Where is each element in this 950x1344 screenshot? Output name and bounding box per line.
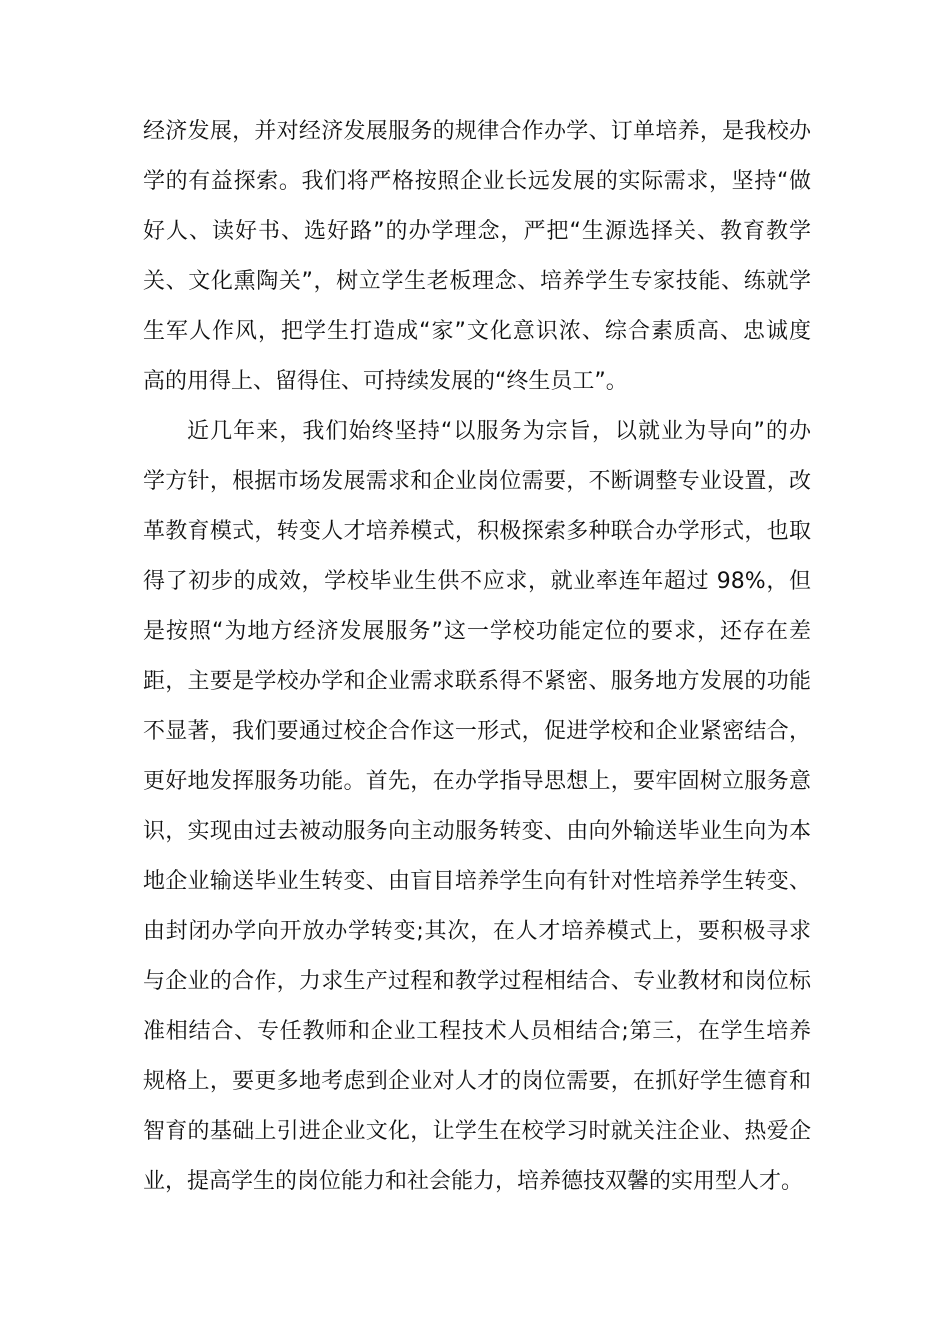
text-line: 得了初步的成效，学校毕业生供不应求，就业率连年超过 98%，但 — [143, 569, 811, 594]
text-line: 与企业的合作，力求生产过程和教学过程相结合、专业教材和岗位标 — [143, 969, 811, 994]
text-line: 经济发展，并对经济发展服务的规律合作办学、订单培养，是我校办 — [143, 119, 811, 144]
text-line: 识，实现由过去被动服务向主动服务转变、由向外输送毕业生向为本 — [143, 819, 811, 844]
document-body — [143, 107, 811, 1207]
text-line: 革教育模式，转变人才培养模式，积极探索多种联合办学形式，也取 — [143, 519, 811, 544]
text-line: 由封闭办学向开放办学转变;其次，在人才培养模式上，要积极寻求 — [143, 919, 811, 944]
text-line: 生军人作风，把学生打造成“家”文化意识浓、综合素质高、忠诚度 — [143, 319, 811, 344]
text-line: 不显著，我们要通过校企合作这一形式，促进学校和企业紧密结合， — [143, 719, 811, 744]
text-line: 是按照“为地方经济发展服务”这一学校功能定位的要求，还存在差 — [143, 619, 811, 644]
paragraph-1 — [143, 107, 811, 407]
text-line: 距，主要是学校办学和企业需求联系得不紧密、服务地方发展的功能 — [143, 669, 811, 694]
paragraph-2 — [143, 407, 811, 1207]
text-line: 好人、读好书、选好路”的办学理念，严把“生源选择关、教育教学 — [143, 219, 811, 244]
text-line: 高的用得上、留得住、可持续发展的“终生员工”。 — [143, 369, 628, 394]
text-line: 准相结合、专任教师和企业工程技术人员相结合;第三，在学生培养 — [143, 1019, 811, 1044]
text-line: 近几年来，我们始终坚持“以服务为宗旨，以就业为导向”的办 — [187, 419, 812, 444]
text-line: 规格上，要更多地考虑到企业对人才的岗位需要，在抓好学生德育和 — [143, 1069, 811, 1094]
text-line: 智育的基础上引进企业文化，让学生在校学习时就关注企业、热爱企 — [143, 1119, 811, 1144]
text-line: 学的有益探索。我们将严格按照企业长远发展的实际需求，坚持“做 — [143, 169, 811, 194]
text-line: 业，提高学生的岗位能力和社会能力，培养德技双馨的实用型人才。 — [143, 1169, 804, 1194]
text-line: 关、文化熏陶关”，树立学生老板理念、培养学生专家技能、练就学 — [143, 269, 811, 294]
text-line: 地企业输送毕业生转变、由盲目培养学生向有针对性培养学生转变、 — [143, 869, 811, 894]
text-line: 更好地发挥服务功能。首先，在办学指导思想上，要牢固树立服务意 — [143, 769, 811, 794]
text-line: 学方针，根据市场发展需求和企业岗位需要，不断调整专业设置，改 — [143, 469, 811, 494]
